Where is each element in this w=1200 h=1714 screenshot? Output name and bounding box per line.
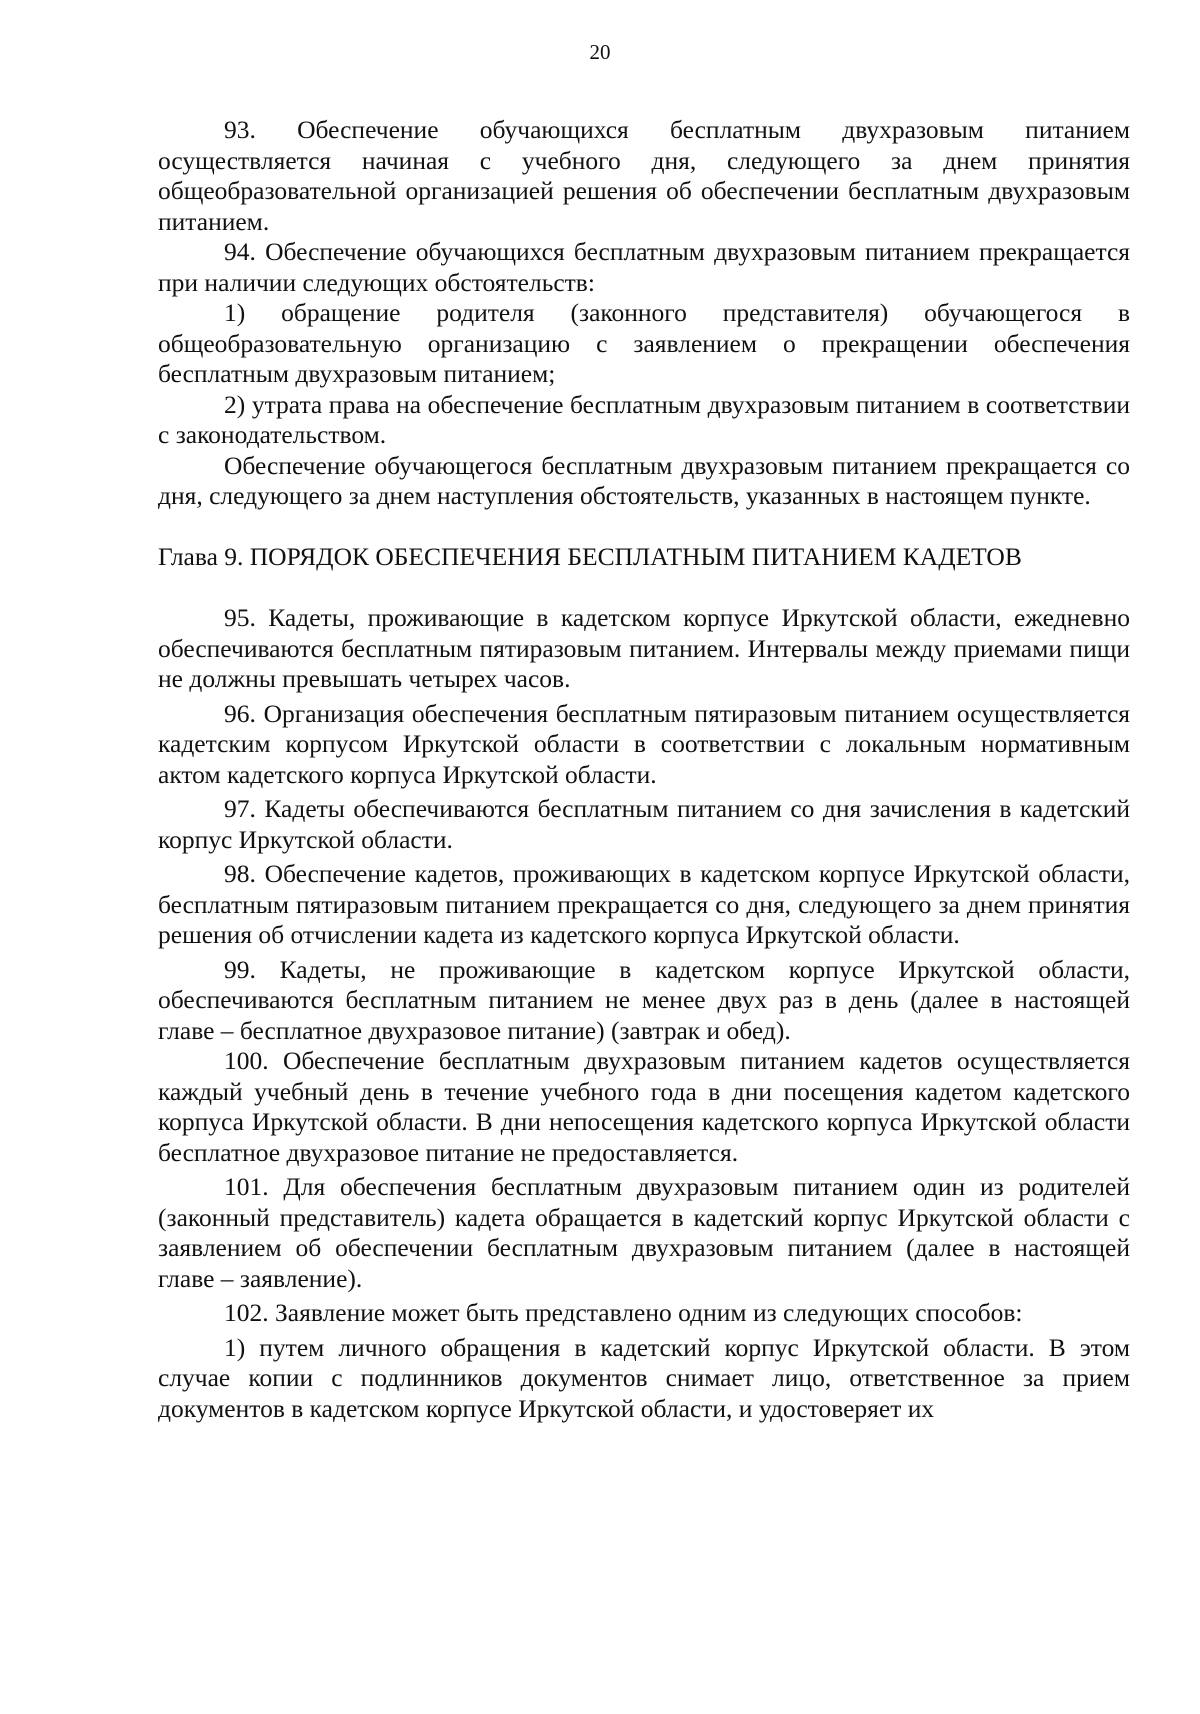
paragraph-98: 98. Обеспечение кадетов, проживающих в кадетском корпусе Иркутской области, бесплатным пятиразовым питанием прекращается со дня, следующего за днем принятия решения об отчислении кадета из кадетского корпуса Иркутской области. (158, 859, 1130, 949)
paragraph-102-item-1: 1) путем личного обращения в кадетский корпус Иркутской области. В этом случае копии с подлинников документов снимает лицо, ответственное за прием документов в кадетском корпусе Иркутской области, и удостоверяет их (158, 1332, 1130, 1423)
paragraph-96: 96. Организация обеспечения бесплатным пятиразовым питанием осуществляется кадетским корпусом Иркутской области в соответствии с локальным нормативным актом кадетского корпуса Иркутской области. (158, 698, 1130, 789)
paragraph-97: 97. Кадеты обеспечиваются бесплатным питанием со дня зачисления в кадетский корпус Иркутской области. (158, 794, 1130, 854)
paragraph-95: 95. Кадеты, проживающие в кадетском корпусе Иркутской области, ежедневно обеспечиваются бесплатным пятиразовым питанием. Интервалы между приемами пищи не должны превышать четырех часов. (158, 603, 1130, 693)
chapter-heading: Глава 9. ПОРЯДОК ОБЕСПЕЧЕНИЯ БЕСПЛАТНЫМ ПИТАНИЕМ КАДЕТОВ (158, 541, 1022, 571)
paragraph-94-closing: Обеспечение обучающегося бесплатным двухразовым питанием прекращается со дня, следующего за днем наступления обстоятельств, указанных в настоящем пункте. (158, 450, 1130, 510)
page-number: 20 (589, 40, 611, 64)
paragraph-94: 94. Обеспечение обучающихся бесплатным двухразовым питанием прекращается при наличии следующих обстоятельств: (158, 237, 1130, 297)
document-body (158, 115, 1130, 1424)
paragraph-101: 101. Для обеспечения бесплатным двухразовым питанием один из родителей (законный представитель) кадета обращается в кадетский корпус Иркутской области с заявлением об обеспечении бесплатным двухразовым питанием (далее в настоящей главе – заявление). (158, 1172, 1130, 1293)
paragraph-102: 102. Заявление может быть представлено одним из следующих способов: (224, 1298, 1023, 1327)
paragraph-99: 99. Кадеты, не проживающие в кадетском корпусе Иркутской области, обеспечиваются бесплатным питанием не менее двух раз в день (далее в настоящей главе – бесплатное двухразовое питание) (завтрак и обед). (158, 954, 1130, 1045)
paragraph-100: 100. Обеспечение бесплатным двухразовым питанием кадетов осуществляется каждый учебный день в течение учебного года в дни посещения кадетом кадетского корпуса Иркутской области. В дни непосещения кадетского корпуса Иркутской области бесплатное двухразовое питание не предоставляется. (158, 1046, 1130, 1167)
paragraph-94-item-2: 2) утрата права на обеспечение бесплатным двухразовым питанием в соответствии с законодательством. (158, 389, 1130, 449)
paragraph-93: 93. Обеспечение обучающихся бесплатным двухразовым питанием осуществляется начиная с учебного дня, следующего за днем принятия общеобразовательной организацией решения об обеспечении бесплатным двухразовым питанием. (158, 115, 1130, 236)
paragraph-94-item-1: 1) обращение родителя (законного представителя) обучающегося в общеобразовательную организацию с заявлением о прекращении обеспечения бесплатным двухразовым питанием; (158, 298, 1130, 388)
